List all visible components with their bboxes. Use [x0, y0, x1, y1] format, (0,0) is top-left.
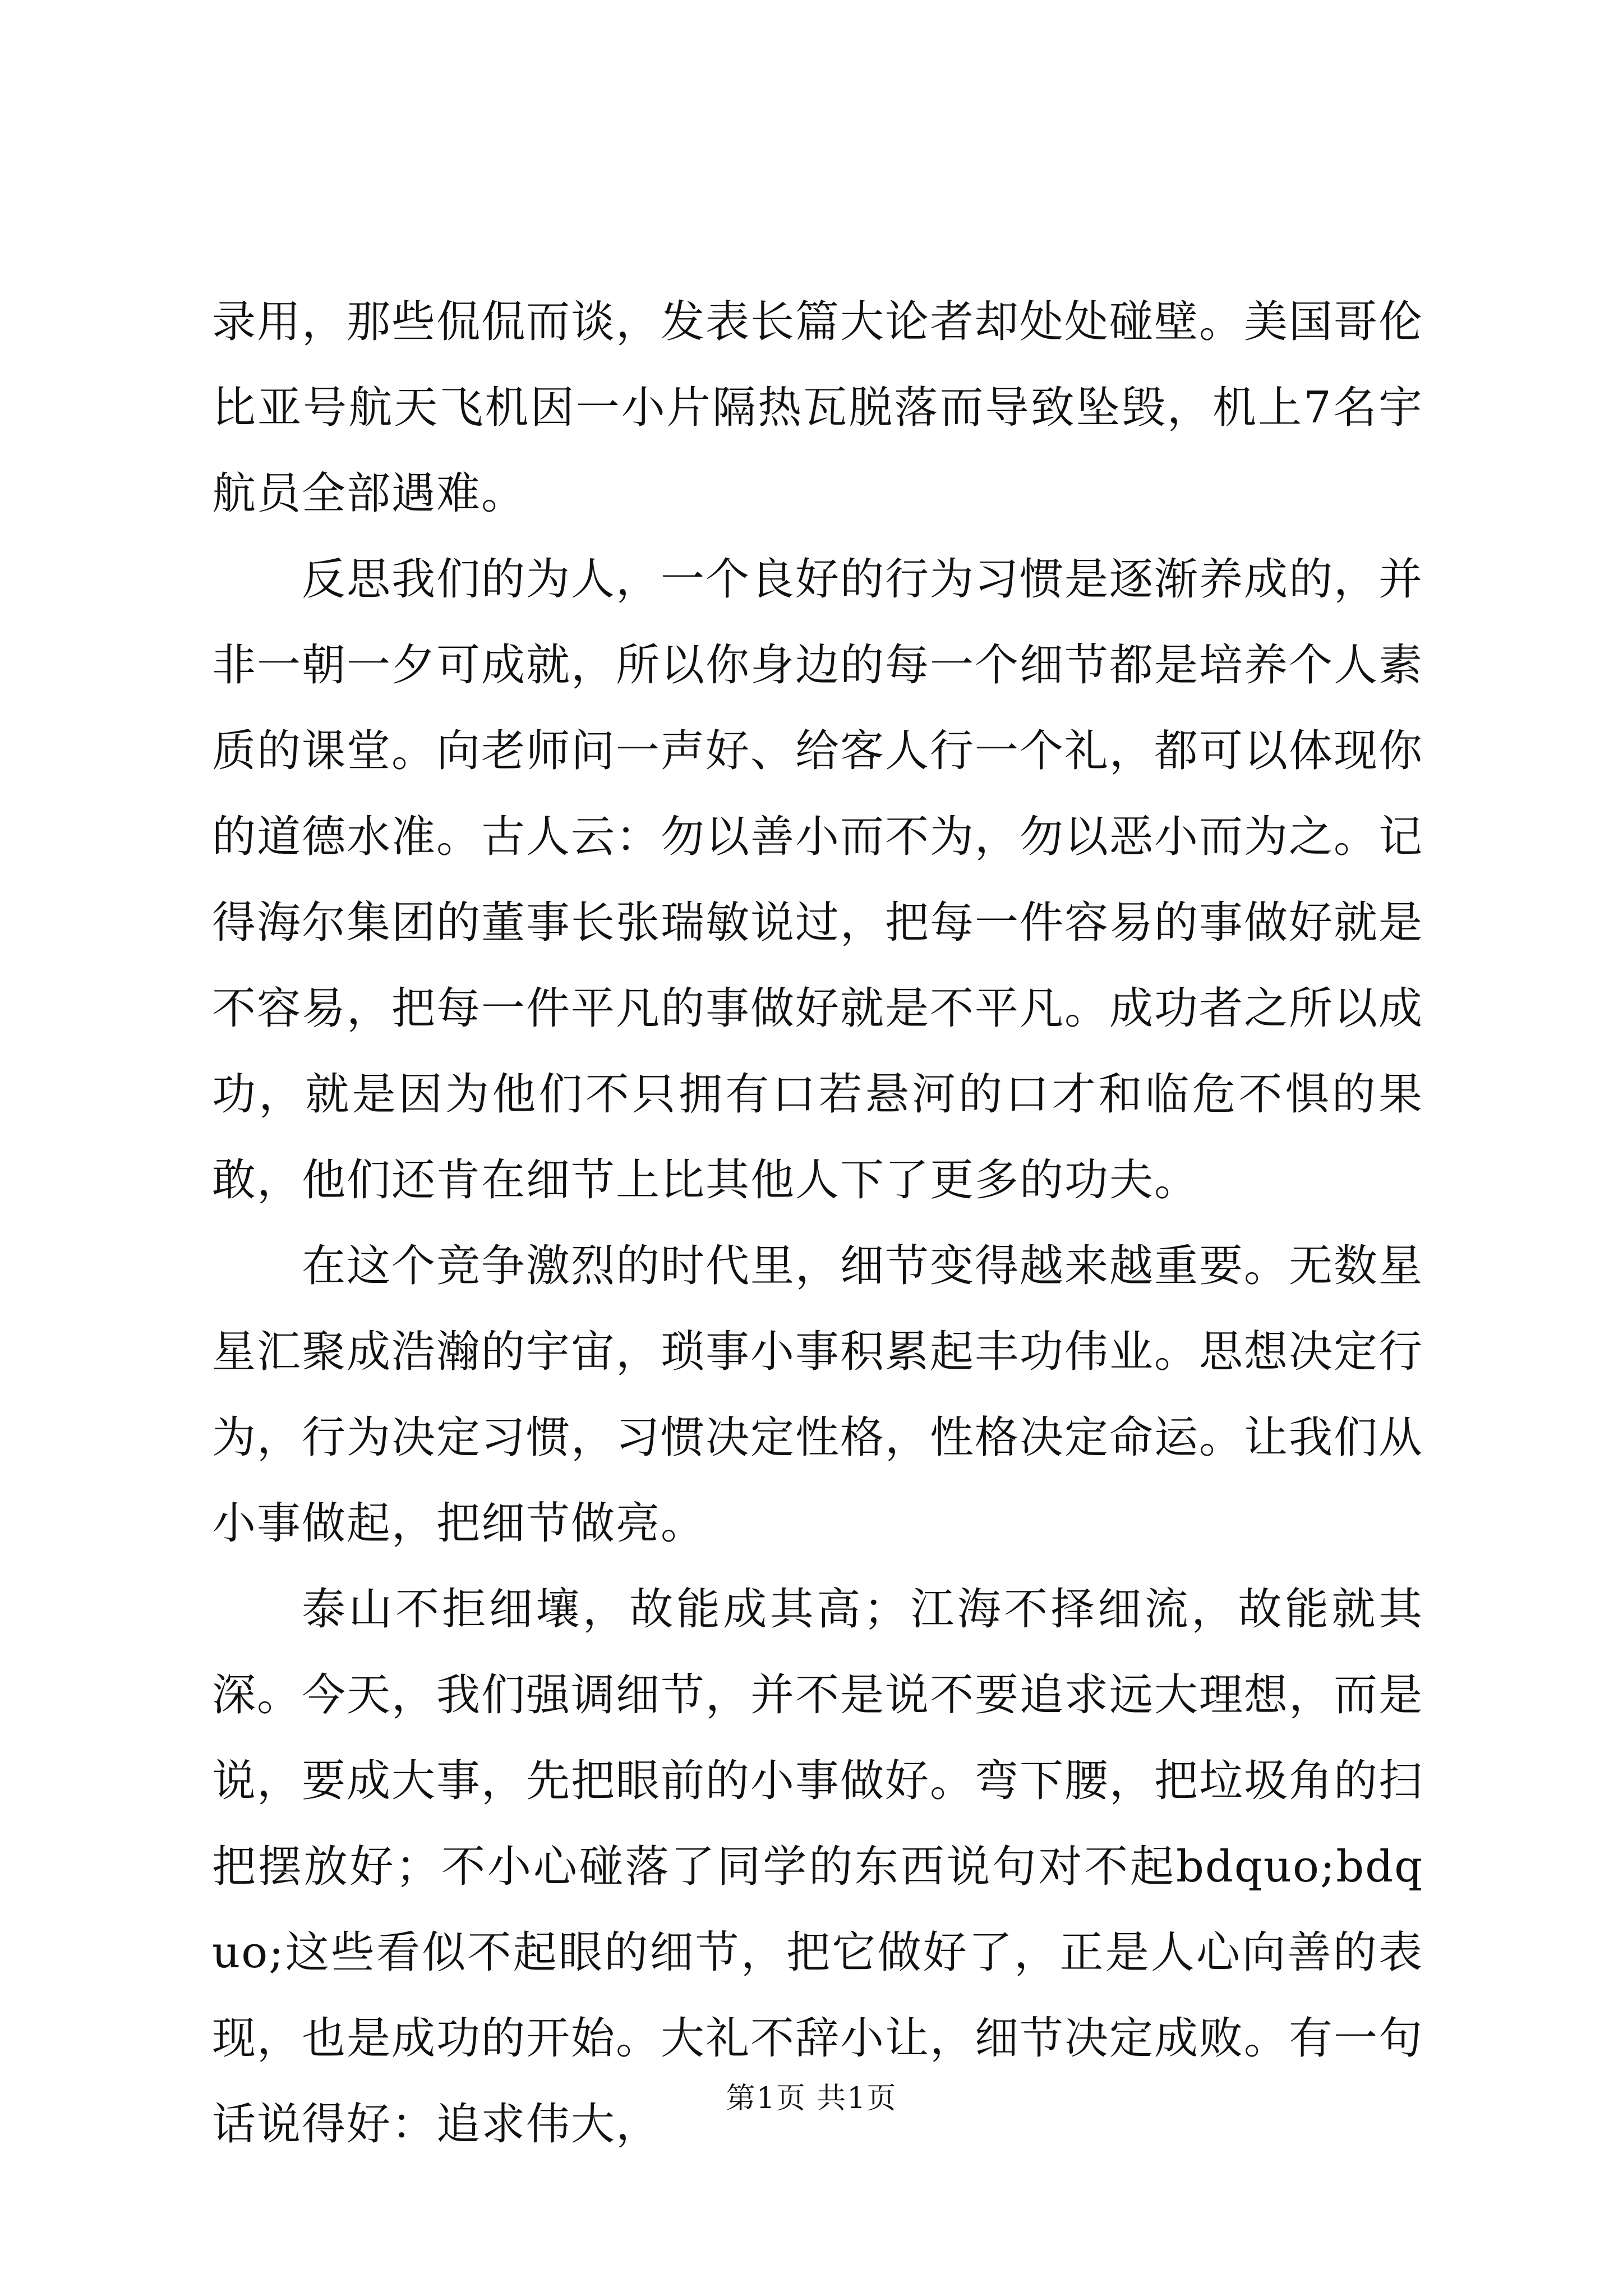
page-footer: 第1页 共1页 — [726, 2082, 897, 2115]
paragraph-3: 在这个竞争激烈的时代里，细节变得越来越重要。无数星星汇聚成浩瀚的宇宙，琐事小事积累起丰功伟业。思想决定行为，行为决定习惯，习惯决定性格，性格决定命运。让我们从小事做起，把细节做亮。 — [212, 1241, 1424, 1549]
paragraph-4: 泰山不拒细壤，故能成其高；江海不择细流，故能就其深。今天，我们强调细节，并不是说不要追求远大理想，而是说，要成大事，先把眼前的小事做好。弯下腰，把垃圾角的扫把摆放好；不小心碰落了同学的东西说句对不起bdquo;bdquo;这些看似不起眼的细节，把它做好了，正是人心向善的表现，也是成功的开始。大礼不辞小让，细节决定成败。有一句话说得好：追求伟大， — [212, 1584, 1424, 2150]
paragraph-1: 录用，那些侃侃而谈，发表长篇大论者却处处碰壁。美国哥伦比亚号航天飞机因一小片隔热瓦脱落而导致坠毁，机上7名宇航员全部遇难。 — [212, 297, 1424, 519]
paragraph-2: 反思我们的为人，一个良好的行为习惯是逐渐养成的，并非一朝一夕可成就，所以你身边的每一个细节都是培养个人素质的课堂。向老师问一声好、给客人行一个礼，都可以体现你的道德水准。古人云：勿以善小而不为，勿以恶小而为之。记得海尔集团的董事长张瑞敏说过，把每一件容易的事做好就是不容易，把每一件平凡的事做好就是不平凡。成功者之所以成功，就是因为他们不只拥有口若悬河的口才和临危不惧的果敢，他们还肯在细节上比其他人下了更多的功夫。 — [212, 554, 1424, 1205]
document-body — [212, 279, 1423, 2168]
